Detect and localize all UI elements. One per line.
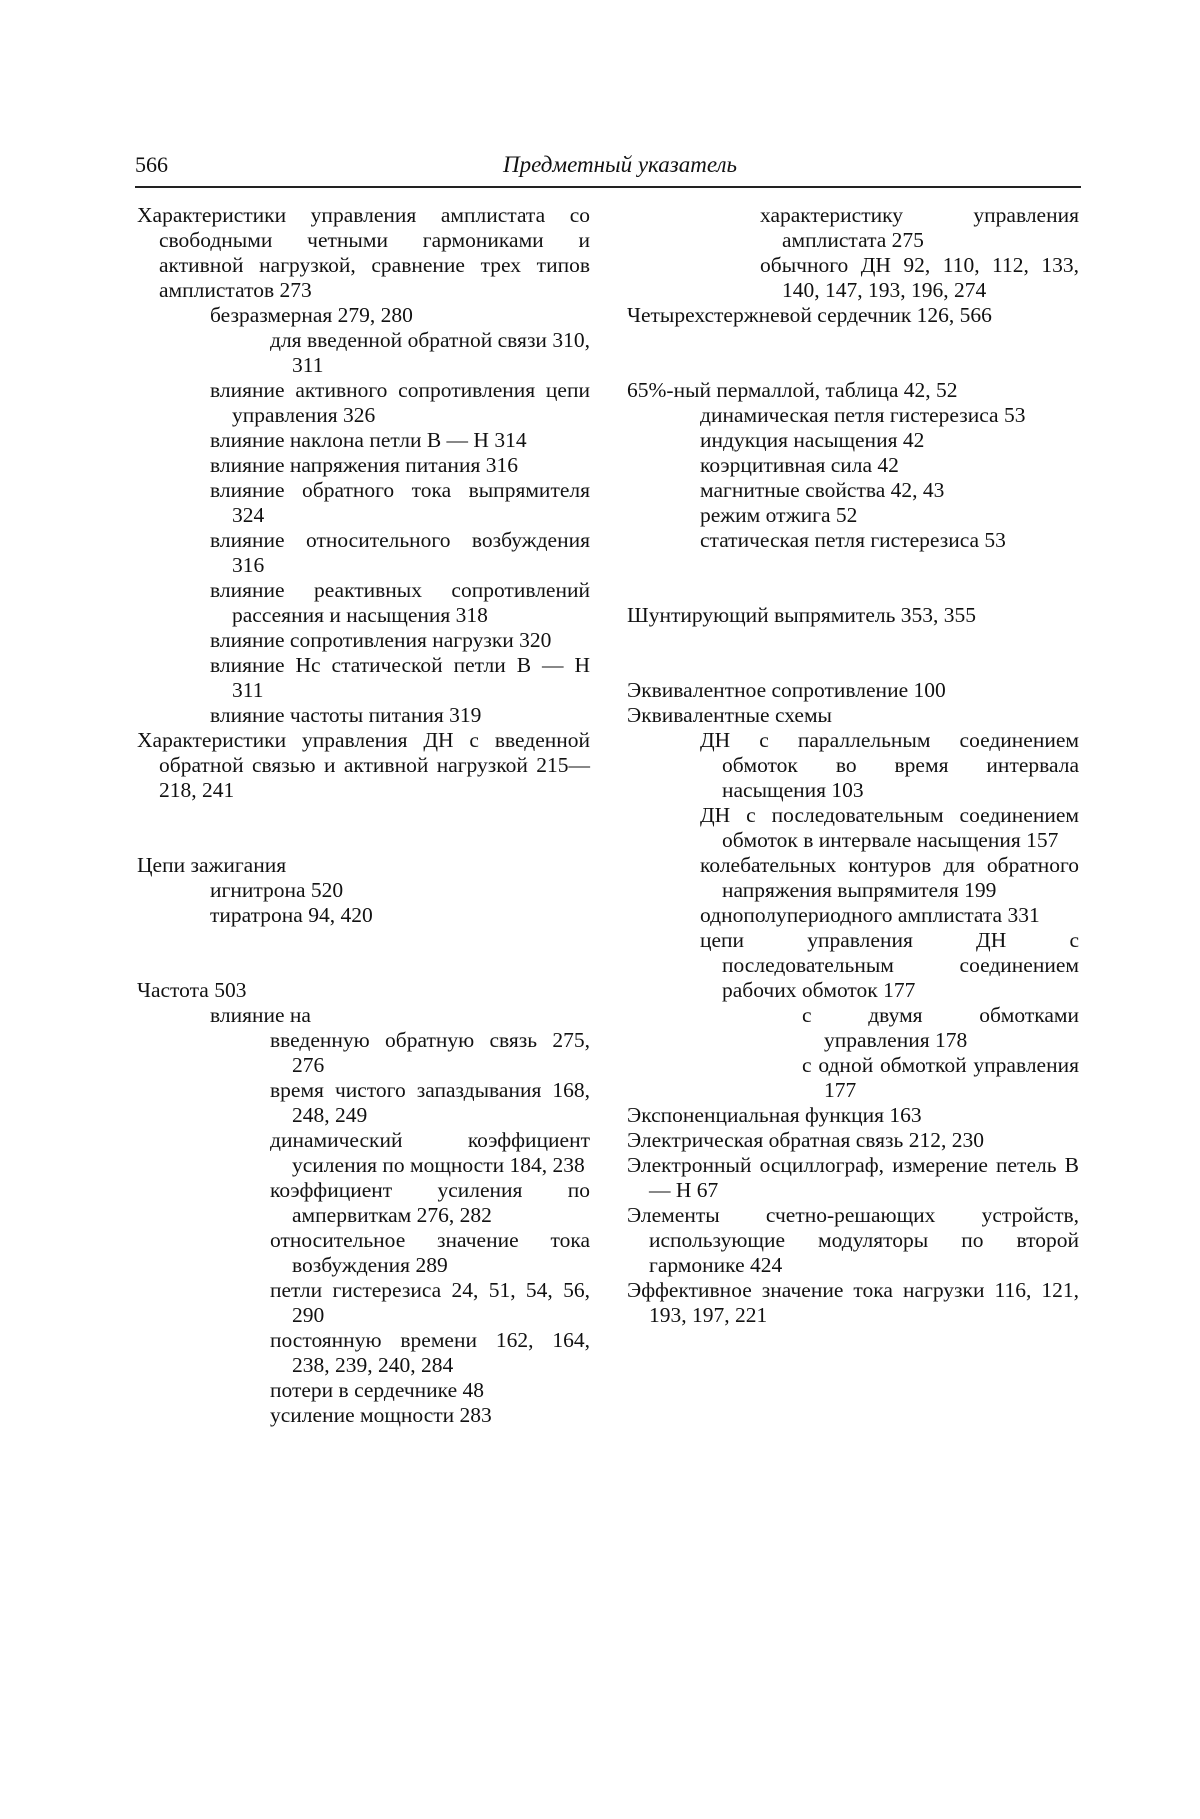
index-subentry: коэрцитивная сила 42 — [700, 453, 899, 477]
index-entry: Элементы счетно-решающих устройств, использующие модуляторы по второй гармонике 424 — [627, 1203, 1079, 1277]
index-subentry: усиление мощности 283 — [270, 1403, 492, 1427]
page-number: 566 — [135, 152, 168, 177]
index-entry: Четырехстержневой сердечник 126, 566 — [627, 303, 992, 327]
entry-gap — [137, 803, 590, 853]
index-subentry: влияние сопротивления нагрузки 320 — [210, 628, 552, 652]
index-entry: Эквивалентное сопротивление 100 — [627, 678, 946, 702]
index-entry: 65%-ный пермаллой, таблица 42, 52 — [627, 378, 958, 402]
index-subentry: с одной обмоткой управления 177 — [802, 1053, 1079, 1102]
index-entry: Эффективное значение тока нагрузки 116, 121, 193, 197, 221 — [627, 1278, 1079, 1327]
index-subentry: ДН с последовательным соединением обмоток в интервале насыщения 157 — [700, 803, 1079, 852]
index-subentry: влияние на — [210, 1003, 311, 1027]
index-subentry: влияние Hc статической петли В — Н 311 — [210, 653, 590, 702]
index-entry: Характеристики управления ДН с введенной обратной связью и активной нагрузкой 215—218, 241 — [137, 728, 590, 802]
index-column-left — [137, 203, 590, 1428]
index-entry: Частота 503 — [137, 978, 247, 1002]
index-subentry: игнитрона 520 — [210, 878, 344, 902]
index-subentry: колебательных контуров для обратного напряжения выпрямителя 199 — [700, 853, 1079, 902]
index-subentry: введенную обратную связь 275, 276 — [270, 1028, 590, 1077]
index-entry: Характеристики управления амплистата со свободными четными гармониками и активной нагрузкой, сравнение трех типов амплистатов 273 — [137, 203, 590, 302]
index-entry: Электронный осциллограф, измерение петель В — Н 67 — [627, 1153, 1079, 1202]
index-subentry: относительное значение тока возбуждения 289 — [270, 1228, 590, 1277]
index-subentry: однополупериодного амплистата 331 — [700, 903, 1040, 927]
index-subentry: цепи управления ДН с последовательным соединением рабочих обмоток 177 — [700, 928, 1079, 1002]
index-subentry: режим отжига 52 — [700, 503, 858, 527]
index-entry: Шунтирующий выпрямитель 353, 355 — [627, 603, 977, 627]
index-entry: Эквивалентные схемы — [627, 703, 833, 727]
index-subentry: влияние частоты питания 319 — [210, 703, 482, 727]
index-subentry: коэффициент усиления по ампервиткам 276, 282 — [270, 1178, 590, 1227]
index-subentry: для введенной обратной связи 310, 311 — [270, 328, 590, 377]
index-subentry: влияние напряжения питания 316 — [210, 453, 518, 477]
index-subentry: потери в сердечнике 48 — [270, 1378, 484, 1402]
entry-gap — [627, 328, 1079, 378]
index-subentry: динамический коэффициент усиления по мощности 184, 238 — [270, 1128, 590, 1177]
index-entry: Электрическая обратная связь 212, 230 — [627, 1128, 984, 1152]
index-subentry: индукция насыщения 42 — [700, 428, 925, 452]
index-subentry: время чистого запаздывания 168, 248, 249 — [270, 1078, 590, 1127]
entry-gap — [137, 928, 590, 978]
index-subentry: постоянную времени 162, 164, 238, 239, 240, 284 — [270, 1328, 590, 1377]
header-rule — [135, 186, 1081, 188]
index-subentry: магнитные свойства 42, 43 — [700, 478, 945, 502]
entry-gap — [627, 553, 1079, 603]
index-subentry: влияние наклона петли В — Н 314 — [210, 428, 527, 452]
index-subentry: ДН с параллельным соединением обмоток во время интервала насыщения 103 — [700, 728, 1079, 802]
index-subentry: обычного ДН 92, 110, 112, 133, 140, 147, 193, 196, 274 — [760, 253, 1079, 302]
index-subentry: влияние относительного возбуждения 316 — [210, 528, 590, 577]
running-head: Предметный указатель — [503, 152, 737, 177]
index-subentry: влияние реактивных сопротивлений рассеяния и насыщения 318 — [210, 578, 590, 627]
index-subentry: статическая петля гистерезиса 53 — [700, 528, 1006, 552]
index-subentry: характеристику управления амплистата 275 — [760, 203, 1079, 252]
index-subentry: с двумя обмотками управления 178 — [802, 1003, 1079, 1052]
index-entry: Экспоненциальная функция 163 — [627, 1103, 922, 1127]
index-column-right — [627, 203, 1079, 1328]
index-subentry: динамическая петля гистерезиса 53 — [700, 403, 1026, 427]
index-entry: Цепи зажигания — [137, 853, 287, 877]
index-subentry: тиратрона 94, 420 — [210, 903, 373, 927]
index-subentry: влияние обратного тока выпрямителя 324 — [210, 478, 590, 527]
index-subentry: петли гистерезиса 24, 51, 54, 56, 290 — [270, 1278, 590, 1327]
index-subentry: влияние активного сопротивления цепи управления 326 — [210, 378, 590, 427]
entry-gap — [627, 628, 1079, 678]
index-subentry: безразмерная 279, 280 — [210, 303, 413, 327]
